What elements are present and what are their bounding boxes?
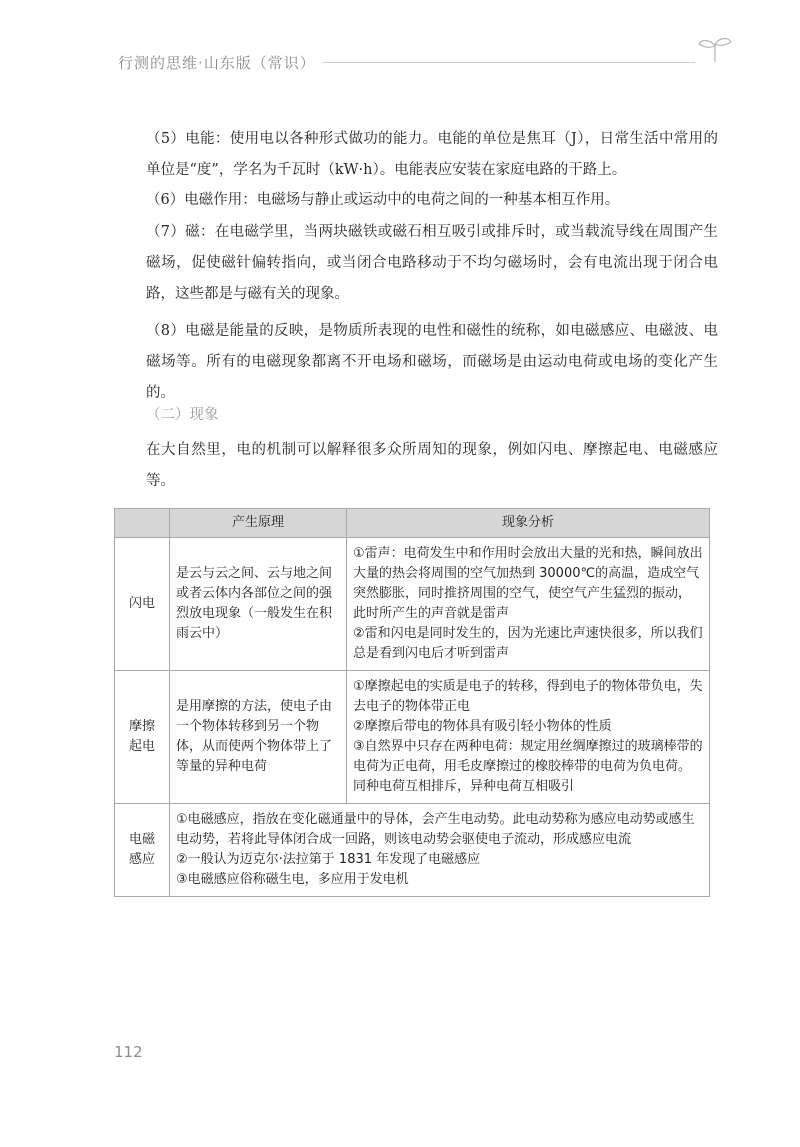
analysis-item: ②雷和闪电是同时发生的，因为光速比声速快很多，所以我们总是看到闪电后才听到雷声 bbox=[353, 626, 703, 661]
cause-cell: 是用摩擦的方法，使电子由一个物体转移到另一个物体，从而使两个物体带上了等量的异种电荷 bbox=[170, 671, 347, 804]
analysis-item: ③电磁感应俗称磁生电，多应用于发电机 bbox=[176, 872, 409, 887]
paragraph-electric-energy: （5）电能：使用电以各种形式做功的能力。电能的单位是焦耳（J），日常生活中常用的单位是“度”，学名为千瓦时（kW·h）。电能表应安装在家庭电路的干路上。 bbox=[146, 131, 718, 178]
row-label: 摩擦起电 bbox=[115, 671, 170, 804]
analysis-item: ③自然界中只存在两种电荷：规定用丝绸摩擦过的玻璃棒带的电荷为正电荷，用毛皮摩擦过的橡胶棒带的电荷为负电荷。同种电荷互相排斥，异种电荷互相吸引 bbox=[353, 739, 703, 794]
table-row bbox=[115, 538, 710, 671]
analysis-item: ①摩擦起电的实质是电子的转移，得到电子的物体带负电，失去电子的物体带正电 bbox=[353, 679, 703, 714]
cause-cell: 是云与云之间、云与地之间或者云体内各部位之间的强烈放电现象（一般发生在积雨云中） bbox=[170, 538, 347, 671]
table-header-cell: 产生原理 bbox=[170, 509, 347, 538]
paragraph-electromagnetism: （8）电磁是能量的反映，是物质所表现的电性和磁性的统称，如电磁感应、电磁波、电磁场等。所有的电磁现象都离不开电场和磁场，而磁场是由运动电荷或电场的变化产生的。 bbox=[146, 323, 718, 401]
analysis-item: ②一般认为迈克尔·法拉第于 1831 年发现了电磁感应 bbox=[176, 852, 481, 867]
page-number: 112 bbox=[114, 1043, 143, 1061]
row-label: 闪电 bbox=[115, 538, 170, 671]
book-title: 行测的思维·山东版（常识） bbox=[118, 54, 316, 72]
phenomena-table bbox=[114, 508, 710, 897]
sprout-icon bbox=[695, 34, 735, 64]
analysis-cell bbox=[347, 538, 710, 671]
analysis-cell bbox=[347, 671, 710, 804]
section-subheading: （二）现象 bbox=[146, 407, 219, 423]
paragraph-electromagnetic-interaction: （6）电磁作用：电磁场与静止或运动中的电荷之间的一种基本相互作用。 bbox=[146, 192, 620, 208]
header-rule bbox=[323, 62, 695, 63]
analysis-item: ②摩擦后带电的物体具有吸引轻小物体的性质 bbox=[353, 719, 612, 734]
analysis-item: ①雷声：电荷发生中和作用时会放出大量的光和热，瞬间放出大量的热会将周围的空气加热到 30000℃的高温，造成空气突然膨胀，同时推挤周围的空气，使空气产生猛烈的振动，此时所产生的声音就是雷声 bbox=[353, 546, 703, 621]
section-intro: 在大自然里，电的机制可以解释很多众所周知的现象，例如闪电、摩擦起电、电磁感应等。 bbox=[146, 442, 718, 489]
table-header-cell bbox=[115, 509, 170, 538]
table-header-cell: 现象分析 bbox=[347, 509, 710, 538]
row-label: 电磁感应 bbox=[115, 804, 170, 897]
analysis-item: ①电磁感应，指放在变化磁通量中的导体，会产生电动势。此电动势称为感应电动势或感生电动势，若将此导体闭合成一回路，则该电动势会驱使电子流动，形成感应电流 bbox=[176, 812, 695, 847]
running-header bbox=[118, 52, 718, 72]
table-header-row bbox=[115, 509, 710, 538]
analysis-cell bbox=[170, 804, 710, 897]
table-row bbox=[115, 804, 710, 897]
paragraph-magnetism: （7）磁：在电磁学里，当两块磁铁或磁石相互吸引或排斥时，或当载流导线在周围产生磁场，促使磁针偏转指向，或当闭合电路移动于不均匀磁场时，会有电流出现于闭合电路，这些都是与磁有关的现象。 bbox=[146, 224, 718, 302]
table-row bbox=[115, 671, 710, 804]
